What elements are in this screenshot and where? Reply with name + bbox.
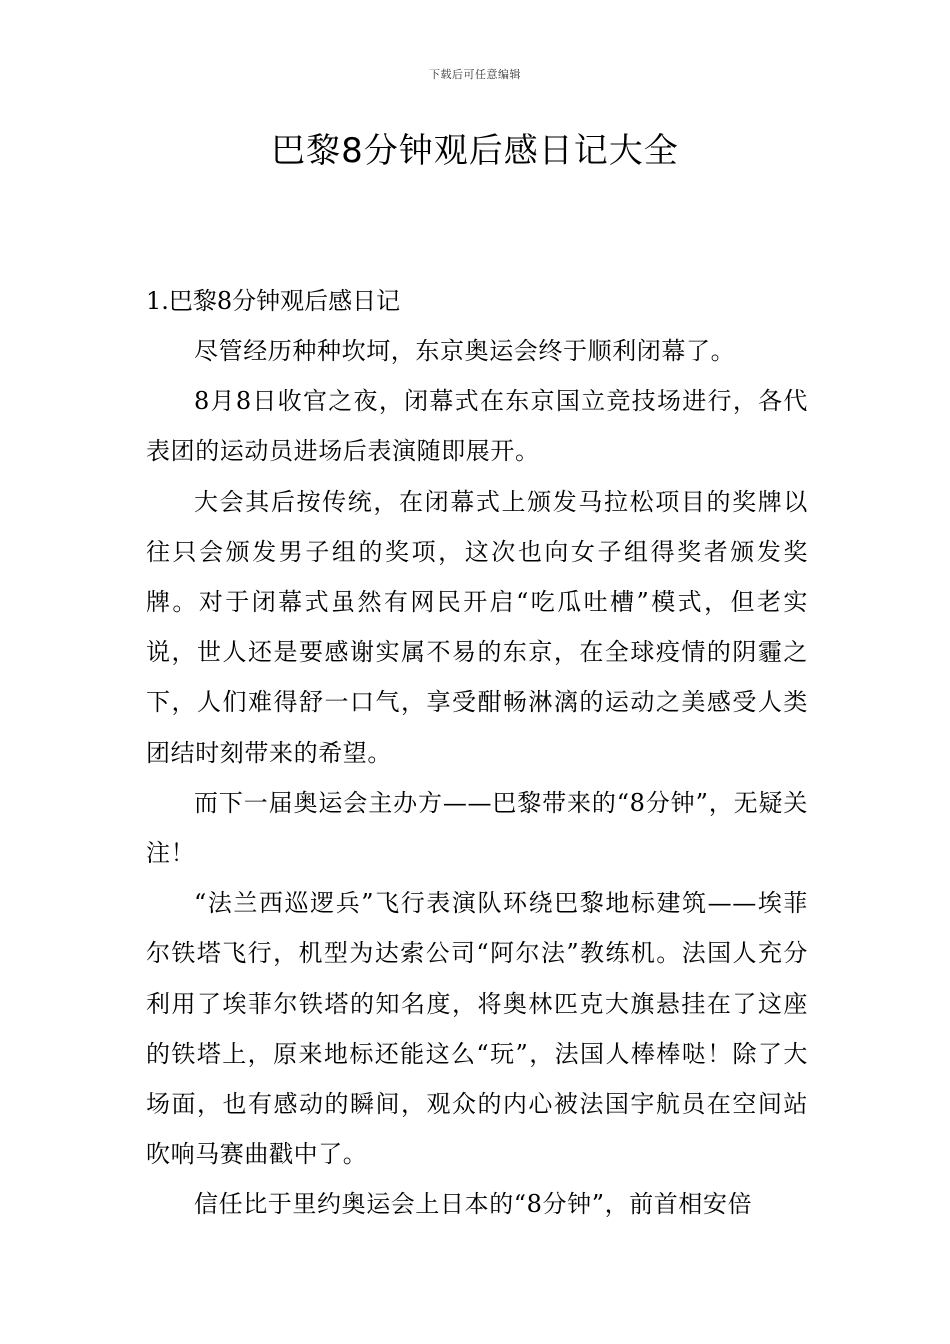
- section-heading: 1.巴黎8分钟观后感日记: [146, 287, 401, 315]
- header-note: 下载后可任意编辑: [429, 68, 521, 81]
- paragraph: 信任比于里约奥运会上日本的“8分钟”，前首相安倍: [194, 1190, 753, 1219]
- paragraph: 而下一届奥运会主办方——巴黎带来的“8分钟”，无疑关注！: [146, 788, 808, 868]
- paragraph: 大会其后按传统，在闭幕式上颁发马拉松项目的奖牌以往只会颁发男子组的奖项，这次也向女子组得奖者颁发奖牌。对于闭幕式虽然有网民开启“吃瓜吐槽”模式，但老实说，世人还是要感谢实属不易的东京，在全球疫情的阴霾之下，人们难得舒一口气，享受酣畅淋漓的运动之美感受人类团结时刻带来的希望。: [146, 487, 808, 767]
- paragraph: “法兰西巡逻兵”飞行表演队环绕巴黎地标建筑——埃菲尔铁塔飞行，机型为达索公司“阿尔法”教练机。法国人充分利用了埃菲尔铁塔的知名度，将奥林匹克大旗悬挂在了这座的铁塔上，原来地标还能这么“玩”，法国人棒棒哒！除了大场面，也有感动的瞬间，观众的内心被法国宇航员在空间站吹响马赛曲戳中了。: [146, 889, 808, 1169]
- document-body: [146, 276, 808, 1230]
- paragraph: 8月8日收官之夜，闭幕式在东京国立竞技场进行，各代表团的运动员进场后表演随即展开。: [146, 387, 808, 466]
- paragraph: 尽管经历种种坎坷，东京奥运会终于顺利闭幕了。: [194, 337, 736, 365]
- document-title: 巴黎8分钟观后感日记大全: [271, 131, 679, 171]
